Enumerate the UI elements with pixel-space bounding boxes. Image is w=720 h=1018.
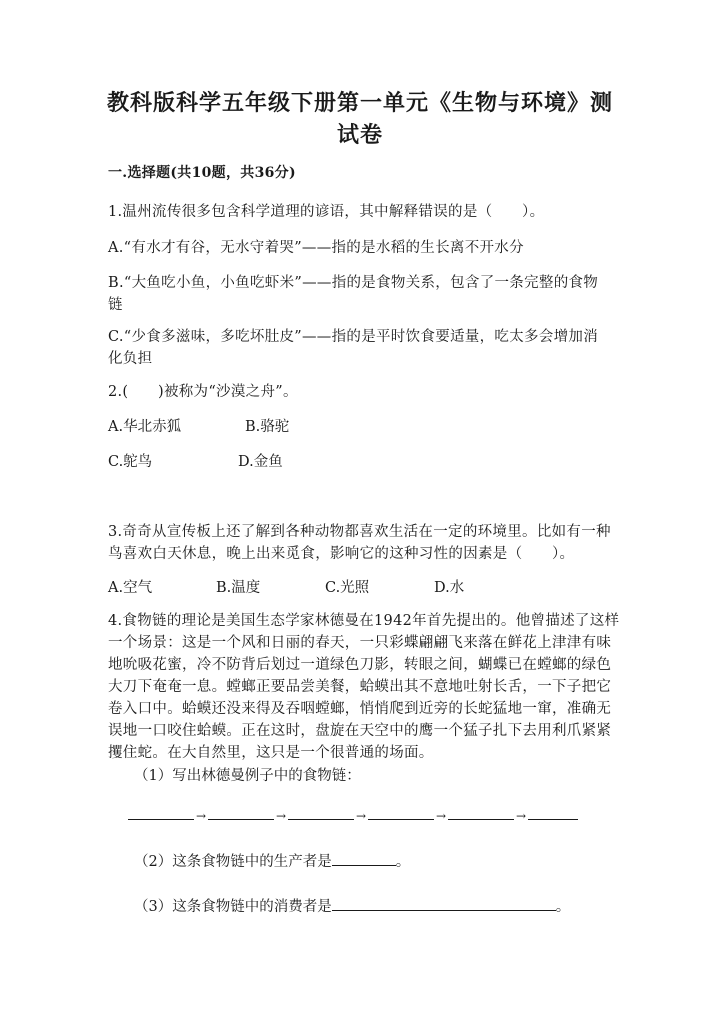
q4-sub3-end: 。 xyxy=(555,899,571,915)
arrow-icon: → xyxy=(275,809,287,823)
q4-text-line: 攫住蛇。在大自然里，这只是一个很普通的场面。 xyxy=(108,745,434,761)
food-chain-blank[interactable] xyxy=(208,806,274,820)
q3-stem-line2: 鸟喜欢白天休息，晚上出来觅食，影响它的这种习性的因素是（ ）。 xyxy=(108,546,575,562)
food-chain-blank[interactable] xyxy=(368,806,434,820)
q2-option-b: B.骆驼 xyxy=(245,419,290,435)
q2-option-d: D.金鱼 xyxy=(238,454,283,470)
q2-option-a: A.华北赤狐 xyxy=(108,419,182,435)
q4-sub2-label: （2）这条食物链中的生产者是 xyxy=(134,854,332,870)
q1-option-a: A.“有水才有谷，无水守着哭”——指的是水稻的生长离不开水分 xyxy=(108,240,524,256)
q3-stem-line1: 3.奇奇从宣传板上还了解到各种动物都喜欢生活在一定的环境里。比如有一种 xyxy=(108,524,611,540)
q4-text-line: 卷入口中。蛤蟆还没来得及吞咽螳螂，悄悄爬到近旁的长蛇猛地一窜，准确无 xyxy=(108,701,612,717)
page-title-line2: 试卷 xyxy=(336,122,383,148)
q4-text-line: 大刀下奄奄一息。螳螂正要品尝美餐，蛤蟆出其不意地吐射长舌，一下子把它 xyxy=(108,679,612,695)
section-heading: 一.选择题(共10题，共36分) xyxy=(108,165,296,181)
q2-stem: 2.( )被称为“沙漠之舟”。 xyxy=(108,384,298,400)
q2-option-c: C.鸵鸟 xyxy=(108,454,153,470)
q3-option-d: D.水 xyxy=(434,580,465,596)
q3-option-b: B.温度 xyxy=(216,580,261,596)
q4-text-line: 误地一口咬住蛤蟆。正在这时，盘旋在天空中的鹰一个猛子扎下去用利爪紧紧 xyxy=(108,723,612,739)
food-chain-blanks xyxy=(128,806,578,824)
arrow-icon: → xyxy=(515,809,527,823)
producer-blank[interactable] xyxy=(332,851,396,866)
q4-text-line: 4.食物链的理论是美国生态学家林德曼在1942年首先提出的。他曾描述了这样 xyxy=(108,613,620,629)
q1-option-c-line2: 化负担 xyxy=(108,351,153,367)
q1-option-c-line1: C.“少食多滋味，多吃坏肚皮”——指的是平时饮食要适量，吃太多会增加消 xyxy=(108,329,599,345)
q4-sub3-label: （3）这条食物链中的消费者是 xyxy=(134,899,332,915)
food-chain-blank[interactable] xyxy=(448,806,514,820)
q4-sub1: （1）写出林德曼例子中的食物链： xyxy=(134,768,361,784)
food-chain-blank[interactable] xyxy=(528,806,578,820)
q1-option-b-line1: B.“大鱼吃小鱼，小鱼吃虾米”——指的是食物关系，包含了一条完整的食物 xyxy=(108,275,599,291)
page-title-line1: 教科版科学五年级下册第一单元《生物与环境》测 xyxy=(106,90,613,116)
arrow-icon: → xyxy=(435,809,447,823)
q4-sub2-end: 。 xyxy=(395,854,411,870)
q4-text-line: 一个场景：这是一个风和日丽的春天，一只彩蝶翩翩飞来落在鲜花上津津有味 xyxy=(108,635,612,651)
q4-sub3 xyxy=(134,895,570,916)
food-chain-blank[interactable] xyxy=(128,806,194,820)
food-chain-blank[interactable] xyxy=(288,806,354,820)
arrow-icon: → xyxy=(355,809,367,823)
consumer-blank[interactable] xyxy=(332,896,556,911)
q1-stem: 1.温州流传很多包含科学道理的谚语，其中解释错误的是（ ）。 xyxy=(108,204,545,220)
q1-option-b-line2: 链 xyxy=(108,297,123,313)
arrow-icon: → xyxy=(195,809,207,823)
q3-option-a: A.空气 xyxy=(108,580,153,596)
q4-text-line: 地吮吸花蜜，冷不防背后划过一道绿色刀影，转眼之间，蝴蝶已在螳螂的绿色 xyxy=(108,657,612,673)
q4-sub2 xyxy=(134,850,410,871)
q3-option-c: C.光照 xyxy=(325,580,370,596)
